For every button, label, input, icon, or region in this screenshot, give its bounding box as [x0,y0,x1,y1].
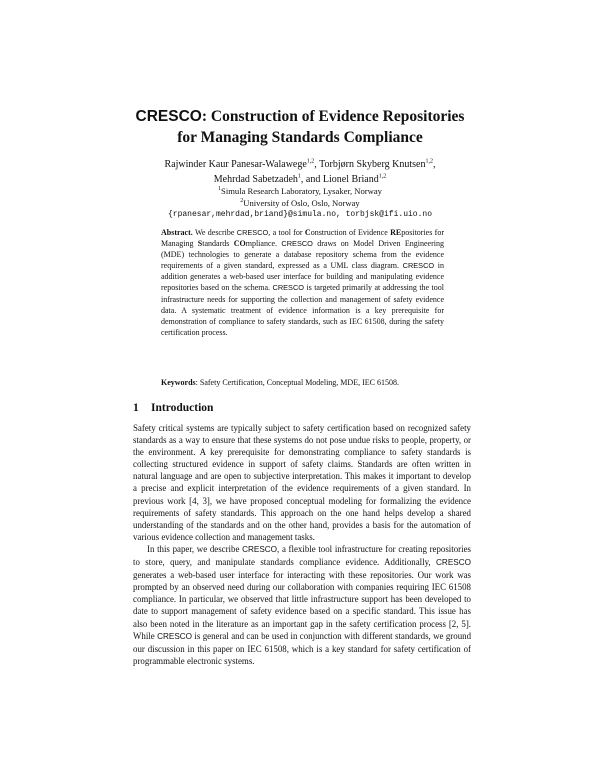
author-1-affil: 1,2 [306,158,315,165]
title-line-1-rest: : Construction of Evidence Repositories [201,108,465,125]
author-2-affil: 1,2 [425,158,433,165]
title-line-1 [60,106,540,127]
affiliations [80,185,520,221]
paper-title [60,106,540,148]
title-line-2: for Managing Standards Compliance [177,129,423,146]
author-4-affil: 1,2 [378,173,387,180]
section-title: Introduction [151,402,214,414]
system-name: CRESCO [281,239,313,249]
body-text [133,422,471,667]
paragraph: Safety critical systems are typically subject to safety certification based on recognized safety standards as a way to ensure that these systems do not pose undue risks to people, property, or the environment. A key prerequisite for demonstrating compliance to safety standards is collecting structured evidence in support of safety claims. Standards are often written in natural language and are open to subjective interpretation. This makes it important to develop a precise and explicit interpretation of the evidence requirements of a given standard. In previous work [4, 3], we have proposed conceptual modeling for formalizing the evidence requirements of safety standards. This approach on the one hand helps develop a shared understanding of the standards and on the other hand, provides a basis for the automation of various evidence collection and management tasks. [133,423,471,542]
keywords-heading: Keywords [161,378,196,387]
author-3: Mehrdad Sabetzadeh [213,174,298,185]
keywords [161,377,444,388]
affiliation-2: $^2$University of Oslo, Oslo, Norway [240,198,360,208]
affiliation-1: $^1$Simula Research Laboratory, Lysaker, Norway [218,186,382,196]
system-name: CRESCO [436,558,471,568]
author-2: Torbjørn Skyberg Knutsen [319,159,426,170]
title-system-name: CRESCO [135,108,202,125]
author-1: Rajwinder Kaur Panesar-Walawege [164,159,307,170]
system-name: CRESCO [242,544,278,554]
paragraph: In this paper, we describe CRESCO, a flexible tool infrastructure for creating repositories to store, query, and manipulate standards compliance evidence. Additionally, CRESCO generates a web-based user interface for interacting with these repositories. Our work was prompted by an observed need during our collaboration with companies requiring IEC 61508 compliance. In particular, we observed that little infrastructure support has been developed to date to support management of safety evidence based on a specific standard. This issue has also been noted in the literature as an important gap in the safety certification process [2, 5]. While CRESCO is general and can be used in conjunction with different standards, we ground our discussion in this paper on IEC 61508, which is a key standard for safety certification of programmable electronic systems. [133,543,472,666]
section-number: 1 [133,402,139,414]
author-emails: {rpanesar,mehrdad,briand}@simula.no, torbjsk@ifi.uio.no [167,210,433,219]
keywords-text: : Safety Certification, Conceptual Modeling, MDE, IEC 61508. [195,378,399,387]
system-name: CRESCO [272,283,304,293]
system-name: CRESCO [236,228,269,237]
system-name: CRESCO [157,631,193,641]
author-3-affil: 1 [297,173,301,180]
author-list: Rajwinder Kaur Panesar-Walawege$^{1,2}$, Torbjørn Skyberg Knutsen$^{1,2}$, Mehrdad Sabetzadeh$^1$, and Lionel Briand$^{1,2}$ [164,158,436,185]
system-name: CRESCO [402,261,435,271]
abstract: Abstract. We describe CRESCO, a tool for Construction of Evidence REpositories for Managing Standards COmpliance. CRESCO draws on Model Driven Engineering (MDE) technologies to generate a database repository schema from the evidence requirements of a given standard, expressed as a UML class diagram. CRESCO in addition generates a web-based user interface for building and manipulating evidence repositories based on the schema. CRESCO is targeted primarily at addressing the tool infrastructure needs for supporting the collection and management of safety evidence data. A systematic treatment of evidence information is a key prerequisite for demonstration of compliance to safety standards, such as IEC 61508, during the safety certification process. [161,228,445,337]
author-4: Lionel Briand [322,174,379,185]
section-heading [133,402,213,414]
abstract-heading: Abstract. [161,228,193,237]
